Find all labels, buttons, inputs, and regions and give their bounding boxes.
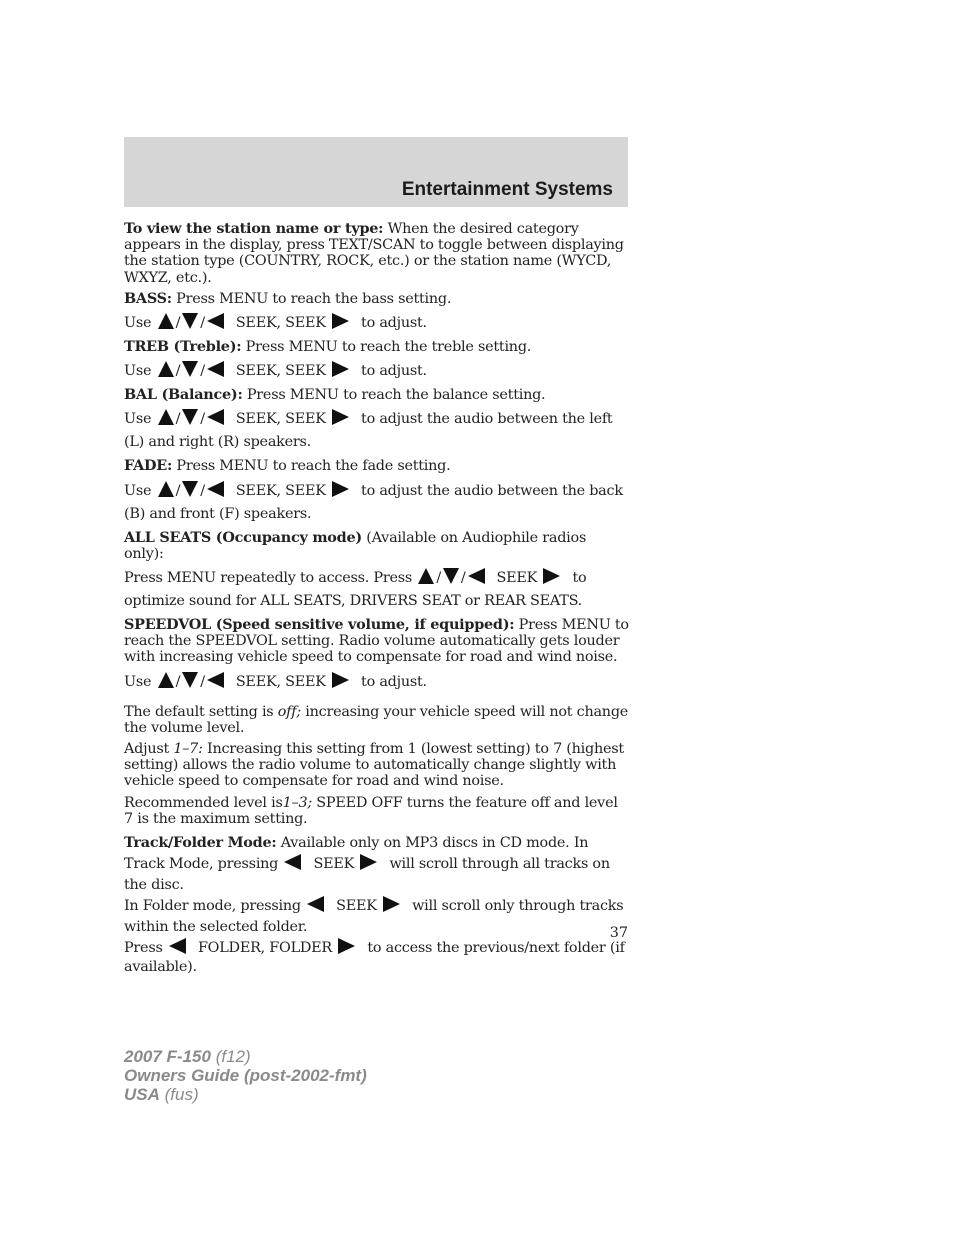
left-arrow-icon [207,481,224,497]
adjust-paragraph [124,741,630,790]
section-title: Entertainment Systems [401,179,613,200]
recommended-pre: Recommended level is [124,794,283,811]
track-tail: will scroll through all tracks on the disc. [124,856,610,894]
folder-tail: will scroll only through tracks within the selected folder. [124,898,624,936]
folder-paragraph [124,896,630,938]
adjust-pre: Adjust [124,741,174,758]
up-arrow-icon [158,409,174,425]
bal-controls: Use / / SEEK, SEEK to adjust the audio between the left (L) and right (R) speakers. [124,411,613,451]
treb-paragraph [124,339,630,355]
use-label: Use [124,411,152,428]
footer-model-line [124,1047,367,1066]
press-folder-paragraph [124,938,630,977]
left-arrow-icon [169,938,186,954]
down-arrow-icon [182,672,198,688]
footer-model-code: (f12) [215,1047,251,1066]
use-label: Use [124,315,152,332]
adjust-text: to adjust the audio between the back (B) and front (F) speakers. [124,482,623,522]
right-arrow-icon [543,568,560,584]
allseats-paragraph [124,530,630,562]
up-arrow-icon [158,481,174,497]
down-arrow-icon [182,409,198,425]
right-arrow-icon [332,481,349,497]
allseats-heading: ALL SEATS (Occupancy mode) [124,528,362,546]
left-arrow-icon [207,672,224,688]
default-em: off; [277,703,301,720]
allseats-text: (Available on Audiophile radios only): [124,529,587,562]
footer-region: USA [124,1085,160,1104]
page-number: 37 [609,925,628,941]
press-folder-tail: to access the previous/next folder (if available). [124,940,625,976]
press-folder-pre: Press [124,940,163,957]
adjust-post: Increasing this setting from 1 (lowest setting) to 7 (highest setting) allows the radio volume to automatically change slightly with vehicle speed to compensate for road and wind noise. [124,741,624,790]
fade-heading: FADE: [124,457,173,475]
track-paragraph [124,832,630,896]
track-text: Available only on MP3 discs in CD mode. In Track Mode, pressing [124,835,589,873]
recommended-paragraph [124,795,630,827]
recommended-em: 1–3; [282,794,312,811]
right-arrow-icon [332,313,349,329]
down-arrow-icon [182,361,198,377]
track-heading: Track/Folder Mode: [124,834,277,852]
adjust-text: to adjust. [361,363,427,380]
bass-paragraph [124,291,630,307]
up-arrow-icon [158,361,174,377]
up-arrow-icon [158,672,174,688]
seek-label: SEEK [336,898,377,915]
adjust-text: to adjust the audio between the left (L) and right (R) speakers. [124,411,613,451]
seek-label: SEEK [496,570,538,587]
treb-text: Press MENU to reach the treble setting. [241,339,532,356]
footer-region-line [124,1085,367,1104]
fade-controls: Use / / SEEK, SEEK to adjust the audio between the back (B) and front (F) speakers. [124,482,623,522]
recommended-post: SPEED OFF turns the feature off and level 7 is the maximum setting. [124,794,618,827]
station-paragraph [124,221,630,286]
press-text: Press MENU repeatedly to access. Press [124,570,412,587]
folder-pre: In Folder mode, pressing [124,898,301,915]
left-arrow-icon [207,313,224,329]
default-paragraph [124,704,630,736]
left-arrow-icon [284,854,301,870]
up-arrow-icon [418,568,434,584]
speedvol-text: Press MENU to reach the SPEEDVOL setting. Radio volume automatically gets louder with increasing vehicle speed to compensate for road and wind noise. [124,617,629,666]
down-arrow-icon [182,481,198,497]
use-label: Use [124,673,152,690]
use-label: Use [124,482,152,499]
seek-label: SEEK, SEEK [235,482,326,499]
fade-text: Press MENU to reach the fade setting. [172,458,451,475]
right-arrow-icon [360,854,377,870]
folder-label: FOLDER, FOLDER [197,940,333,957]
speedvol-controls: Use / / SEEK, SEEK to adjust. [124,673,427,690]
adjust-text: to adjust. [361,315,427,332]
bass-heading: BASS: [124,289,172,307]
default-pre: The default setting is [124,703,278,720]
bal-heading: BAL (Balance): [124,386,243,404]
tail-text: to optimize sound for ALL SEATS, DRIVERS SEAT or REAR SEATS. [124,570,587,610]
footer-guide-line [124,1066,367,1085]
speedvol-paragraph [124,617,630,666]
treb-controls: Use / / SEEK, SEEK to adjust. [124,363,427,380]
bass-text: Press MENU to reach the bass setting. [171,290,452,307]
adjust-text: to adjust. [361,673,427,690]
footer [124,1047,367,1104]
use-label: Use [124,363,152,380]
default-post: increasing your vehicle speed will not change the volume level. [124,703,629,736]
right-arrow-icon [383,896,400,912]
seek-label: SEEK, SEEK [235,411,326,428]
down-arrow-icon [443,568,459,584]
footer-guide: Owners Guide (post-2002-fmt) [124,1066,367,1085]
right-arrow-icon [332,409,349,425]
footer-model: 2007 F-150 [124,1047,211,1066]
fade-paragraph [124,458,630,474]
left-arrow-icon [468,568,485,584]
speedvol-heading: SPEEDVOL (Speed sensitive volume, if equipped): [124,616,515,634]
down-arrow-icon [182,313,198,329]
bass-controls: Use / / SEEK, SEEK to adjust. [124,315,427,332]
bal-text: Press MENU to reach the balance setting. [242,387,546,404]
right-arrow-icon [332,672,349,688]
seek-label: SEEK, SEEK [235,315,326,332]
up-arrow-icon [158,313,174,329]
treb-heading: TREB (Treble): [124,338,242,356]
seek-label: SEEK, SEEK [235,673,326,690]
bal-paragraph [124,387,630,403]
seek-label: SEEK [313,856,355,873]
left-arrow-icon [207,409,224,425]
adjust-em: 1–7: [173,741,203,758]
station-text: When the desired category appears in the display, press TEXT/SCAN to toggle between displaying the station type (COUNTRY, ROCK, etc.) or the station name (WYCD, WXYZ, etc.). [124,221,624,286]
station-heading: To view the station name or type: [124,220,384,237]
left-arrow-icon [207,361,224,377]
seek-label: SEEK, SEEK [235,363,326,380]
right-arrow-icon [332,361,349,377]
footer-region-code: (fus) [164,1085,199,1104]
allseats-controls: Press MENU repeatedly to access. Press / / SEEK to optimize sound for ALL SEATS, DRIVERS SEAT or REAR SEATS. [124,570,587,610]
left-arrow-icon [307,896,324,912]
page-content [124,221,630,981]
right-arrow-icon [338,938,355,954]
section-header [124,137,628,207]
